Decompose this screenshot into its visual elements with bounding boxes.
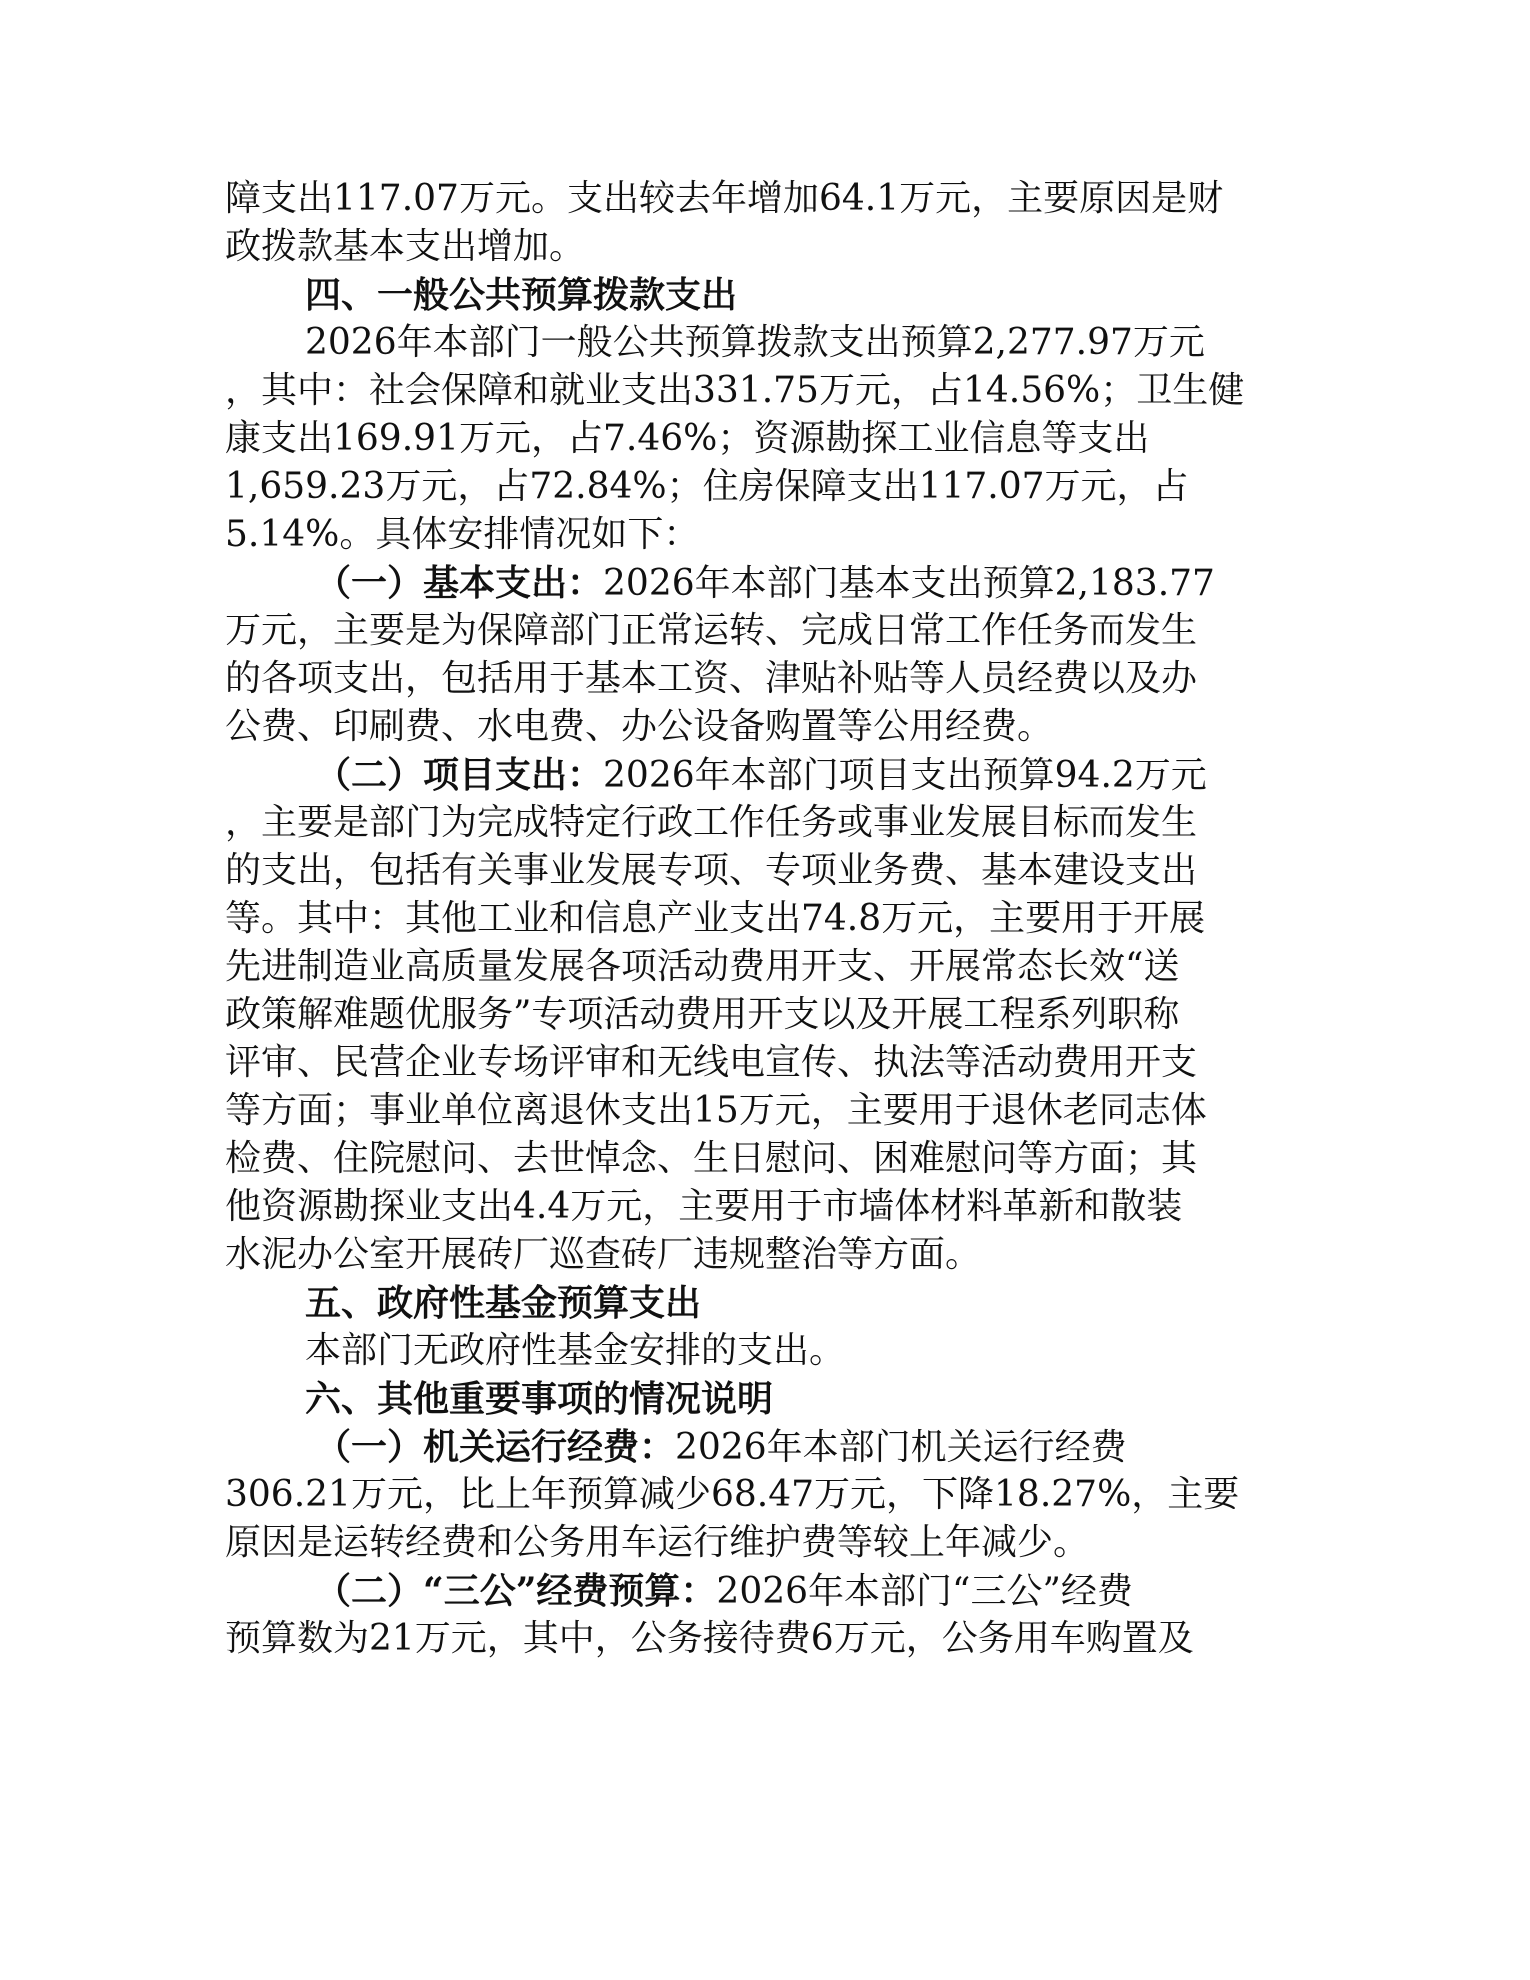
paragraph-line — [225, 895, 1305, 943]
paragraph-line — [225, 1135, 1305, 1183]
paragraph-line — [225, 1183, 1305, 1231]
paragraph-line — [225, 1423, 1305, 1471]
paragraph-line — [225, 319, 1305, 367]
body-text: 障支出117.07万元。支出较去年增加64.1万元，主要原因是财 — [225, 178, 1224, 219]
body-text: 本部门无政府性基金安排的支出。 — [305, 1330, 846, 1371]
body-text: 2026年本部门基本支出预算2,183.77 — [603, 563, 1215, 604]
bold-text: 六、其他重要事项的情况说明 — [305, 1378, 774, 1420]
body-text: 306.21万元，比上年预算减少68.47万元，下降18.27%，主要 — [225, 1474, 1240, 1515]
body-text: 等。其中：其他工业和信息产业支出74.8万元，主要用于开展 — [225, 898, 1206, 939]
body-text: 等方面；事业单位离退休支出15万元，主要用于退休老同志体 — [225, 1090, 1207, 1131]
paragraph-line — [225, 415, 1305, 463]
body-text: 2026年本部门一般公共预算拨款支出预算2,277.97万元 — [305, 322, 1205, 363]
body-text: 2026年本部门“三公”经费 — [716, 1571, 1133, 1612]
paragraph-line — [225, 1615, 1305, 1663]
paragraph-line — [225, 703, 1305, 751]
paragraph-line — [225, 559, 1305, 607]
body-text: 先进制造业高质量发展各项活动费用开支、开展常态长效“送 — [225, 946, 1180, 987]
body-text: 5.14%。具体安排情况如下： — [225, 514, 700, 555]
body-text: 公费、印刷费、水电费、办公设备购置等公用经费。 — [225, 706, 1054, 747]
paragraph-line — [225, 511, 1305, 559]
paragraph-line — [225, 847, 1305, 895]
paragraph-line — [225, 1567, 1305, 1615]
bold-text: （二）项目支出： — [315, 754, 604, 796]
body-text: 评审、民营企业专场评审和无线电宣传、执法等活动费用开支 — [225, 1042, 1198, 1083]
paragraph-line — [225, 1087, 1305, 1135]
paragraph-line — [225, 655, 1305, 703]
section-heading — [225, 1375, 1305, 1423]
paragraph-line — [225, 991, 1305, 1039]
body-text: 1,659.23万元，占72.84%；住房保障支出117.07万元，占 — [225, 466, 1189, 507]
body-text: 万元，主要是为保障部门正常运转、完成日常工作任务而发生 — [225, 610, 1198, 651]
bold-text: （一）基本支出： — [315, 562, 604, 604]
body-text: 他资源勘探业支出4.4万元，主要用于市墙体材料革新和散装 — [225, 1186, 1183, 1227]
bold-text: （一）机关运行经费： — [315, 1426, 676, 1468]
paragraph-line — [225, 799, 1305, 847]
body-text: 预算数为21万元，其中，公务接待费6万元，公务用车购置及 — [225, 1618, 1194, 1659]
paragraph-line — [225, 1471, 1305, 1519]
body-text: 检费、住院慰问、去世悼念、生日慰问、困难慰问等方面；其 — [225, 1138, 1198, 1179]
document-page — [225, 175, 1305, 1663]
body-text: 2026年本部门机关运行经费 — [675, 1427, 1127, 1468]
body-text: 的各项支出，包括用于基本工资、津贴补贴等人员经费以及办 — [225, 658, 1198, 699]
paragraph-line — [225, 751, 1305, 799]
paragraph-line — [225, 1327, 1305, 1375]
paragraph-line — [225, 943, 1305, 991]
body-text: 政拨款基本支出增加。 — [225, 226, 586, 267]
section-heading — [225, 271, 1305, 319]
paragraph-line — [225, 1231, 1305, 1279]
paragraph-line — [225, 223, 1305, 271]
body-text: ，其中：社会保障和就业支出331.75万元，占14.56%；卫生健 — [225, 370, 1245, 411]
paragraph-line — [225, 367, 1305, 415]
paragraph-line — [225, 463, 1305, 511]
paragraph-line — [225, 175, 1305, 223]
paragraph-line — [225, 607, 1305, 655]
bold-text: 四、一般公共预算拨款支出 — [305, 274, 738, 316]
body-text: ，主要是部门为完成特定行政工作任务或事业发展目标而发生 — [225, 802, 1198, 843]
body-text: 2026年本部门项目支出预算94.2万元 — [603, 755, 1207, 796]
body-text: 水泥办公室开展砖厂巡查砖厂违规整治等方面。 — [225, 1234, 982, 1275]
body-text: 原因是运转经费和公务用车运行维护费等较上年减少。 — [225, 1522, 1090, 1563]
paragraph-line — [225, 1519, 1305, 1567]
body-text: 政策解难题优服务”专项活动费用开支以及开展工程系列职称 — [225, 994, 1180, 1035]
bold-text: （二）“三公”经费预算： — [315, 1570, 717, 1612]
body-text: 康支出169.91万元，占7.46%；资源勘探工业信息等支出 — [225, 418, 1150, 459]
bold-text: 五、政府性基金预算支出 — [305, 1282, 702, 1324]
body-text: 的支出，包括有关事业发展专项、专项业务费、基本建设支出 — [225, 850, 1198, 891]
section-heading — [225, 1279, 1305, 1327]
paragraph-line — [225, 1039, 1305, 1087]
